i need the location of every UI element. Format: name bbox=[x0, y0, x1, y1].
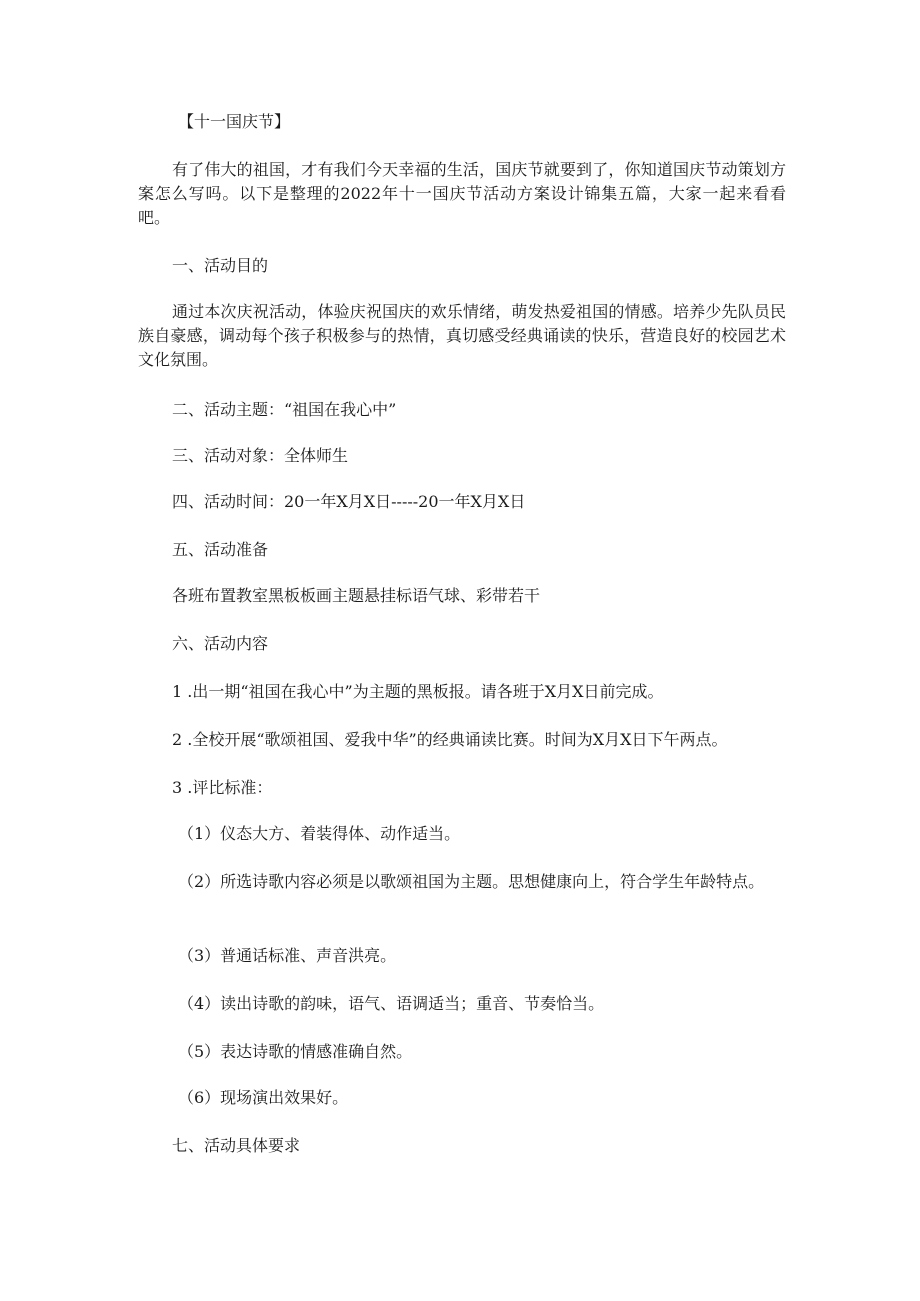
criteria-item-6: （6）现场演出效果好。 bbox=[178, 1088, 349, 1107]
criteria-item-2: （2）所选诗歌内容必须是以歌颂祖国为主题。思想健康向上，符合学生年龄特点。 bbox=[178, 872, 765, 891]
criteria-item-4: （4）读出诗歌的韵味，语气、语调适当；重音、节奏恰当。 bbox=[178, 994, 605, 1013]
section-6-heading: 六、活动内容 bbox=[172, 634, 269, 653]
criteria-item-3: （3）普通话标准、声音洪亮。 bbox=[178, 946, 397, 965]
section-7-heading: 七、活动具体要求 bbox=[172, 1136, 301, 1155]
section-2-theme: 二、活动主题：“祖国在我心中” bbox=[172, 400, 397, 419]
section-1-body: 通过本次庆祝活动，体验庆祝国庆的欢乐情绪，萌发热爱祖国的情感。培养少先队员民族自豪感，调动每个孩子积极参与的热情，真切感受经典诵读的快乐，营造良好的校园艺术文化氛围。 bbox=[138, 302, 786, 369]
section-5-heading: 五、活动准备 bbox=[172, 540, 269, 559]
criteria-item-1: （1）仪态大方、着装得体、动作适当。 bbox=[178, 824, 461, 843]
content-item-2: 2 .全校开展“歌颂祖国、爱我中华”的经典诵读比赛。时间为X月X日下午两点。 bbox=[172, 730, 728, 749]
criteria-item-5: （5）表达诗歌的情感准确自然。 bbox=[178, 1042, 413, 1061]
intro-paragraph: 有了伟大的祖国，才有我们今天幸福的生活，国庆节就要到了，你知道国庆节动策划方案怎么写吗。以下是整理的2022年十一国庆节活动方案设计锦集五篇，大家一起来看看吧。 bbox=[138, 160, 786, 227]
section-1-heading: 一、活动目的 bbox=[172, 256, 269, 275]
content-item-1: 1 .出一期“祖国在我心中”为主题的黑板报。请各班于X月X日前完成。 bbox=[172, 682, 664, 701]
content-item-3: 3 .评比标准： bbox=[172, 778, 273, 797]
document-title: 【十一国庆节】 bbox=[178, 112, 291, 131]
section-5-body: 各班布置教室黑板板画主题悬挂标语气球、彩带若干 bbox=[172, 586, 541, 605]
section-3-audience: 三、活动对象：全体师生 bbox=[172, 446, 349, 465]
section-4-time: 四、活动时间：20一年X月X日-----20一年X月X日 bbox=[172, 492, 526, 511]
